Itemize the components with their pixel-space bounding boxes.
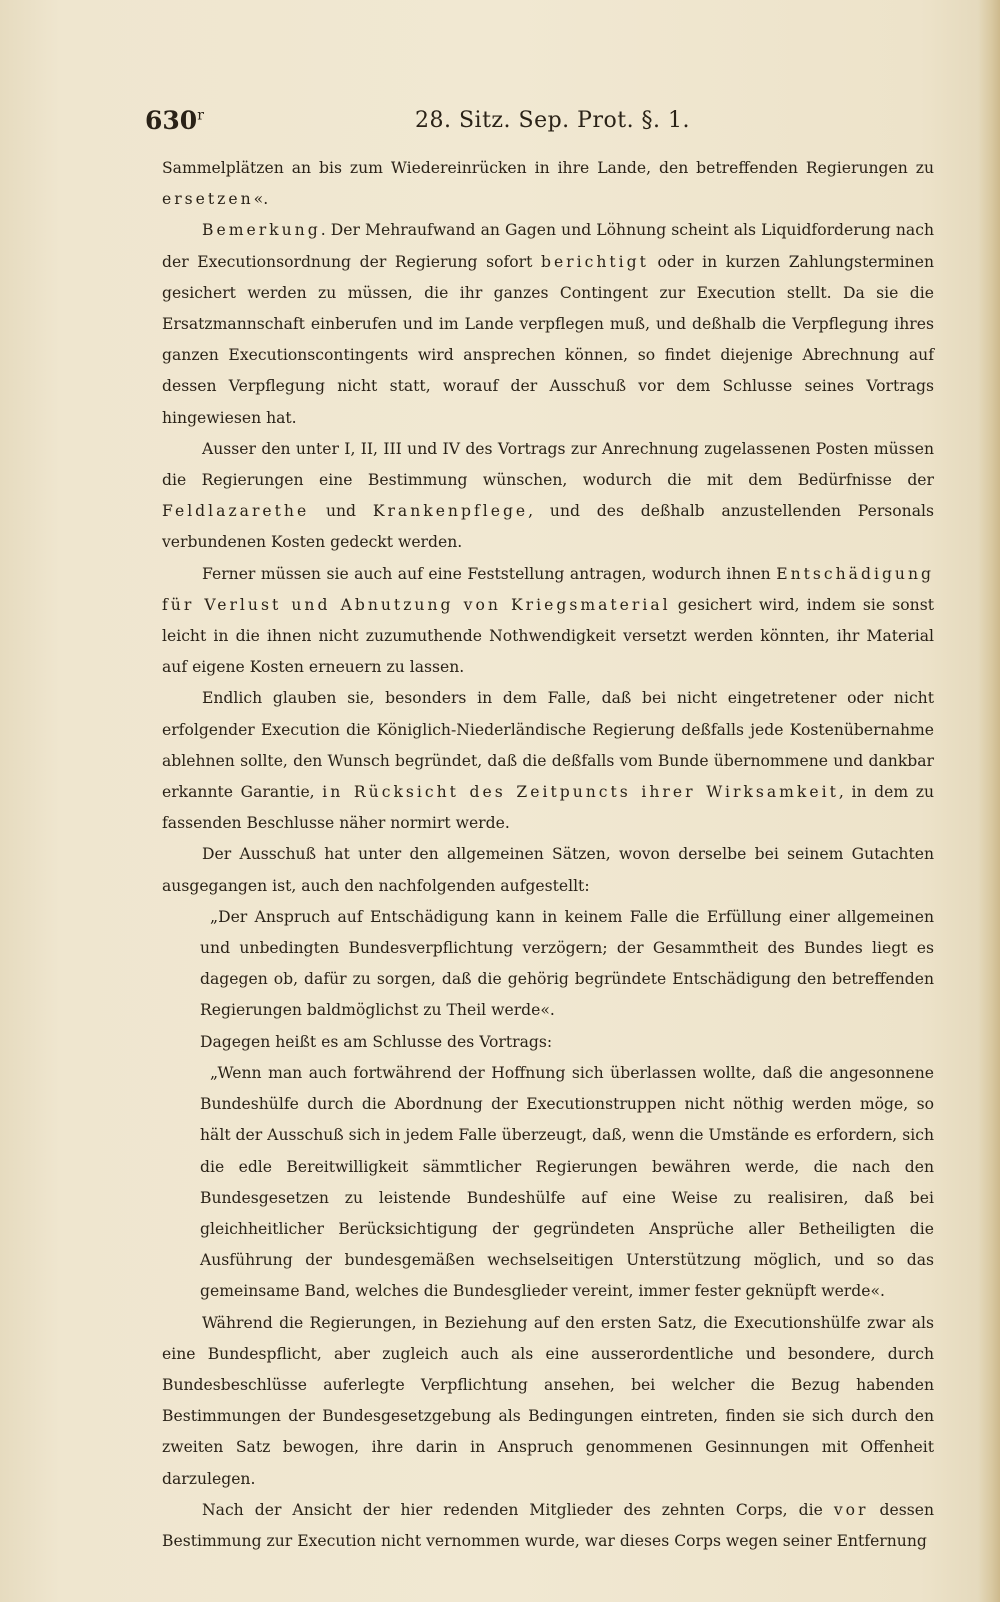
paragraph-text: Sammelplätzen an bis zum Wiedereinrücken in ihre Lande, den betreffenden Regierungen zu bbox=[162, 159, 934, 177]
paragraph-text: Nach der Ansicht der hier redenden Mitglieder des zehnten Corps, die bbox=[202, 1500, 834, 1519]
paragraph-text: Dagegen heißt es am Schlusse des Vortrags: bbox=[200, 1032, 553, 1051]
page-number-mark: r bbox=[197, 107, 204, 124]
paragraph-text: Ferner müssen sie auch auf eine Feststellung antragen, wodurch ihnen bbox=[202, 564, 777, 583]
emphasized-text: vor bbox=[833, 1500, 869, 1519]
paragraph-text: , und des deßhalb anzustellenden Personals verbundenen Kosten gedeckt werden. bbox=[162, 502, 935, 552]
emphasized-text: in Rücksicht des Zeitpuncts ihrer Wirksamkeit bbox=[322, 783, 839, 802]
paragraph-text: . Der Mehraufwand an Gagen und Löhnung scheint als Liquidforderung nach der Executionsordnung der Regierung sofort bbox=[162, 221, 934, 271]
paragraph-text: Der Ausschuß hat unter den allgemeinen Sätzen, wovon derselbe bei seinem Gutachten ausgegangen ist, auch den nachfolgenden aufgestellt: bbox=[162, 845, 934, 895]
paragraph bbox=[162, 683, 934, 839]
paragraph-text: Ausser den unter I, II, III und IV des Vortrags zur Anrechnung zugelassenen Posten müssen die Regierungen eine Bestimmung wünschen, wodurch die mit dem Bedürfnisse der bbox=[162, 439, 934, 490]
running-head: 28. Sitz. Sep. Prot. §. 1. bbox=[415, 108, 691, 133]
body-text bbox=[162, 153, 934, 1557]
paragraph-text: und bbox=[309, 502, 373, 521]
paragraph-text: gesichert wird, indem sie sonst leicht in die ihnen nicht zuzumuthende Nothwendigkeit versetzt werden könnten, ihr Material auf eigene Kosten erneuern zu lassen. bbox=[162, 595, 934, 677]
paragraph bbox=[200, 1027, 934, 1058]
paragraph bbox=[162, 434, 934, 559]
paragraph-text: Endlich glauben sie, besonders in dem Falle, daß bei nicht eingetretener oder nicht erfolgender Execution die Königlich-Niederländische Regierung deßfalls jede Kostenübernahme ablehnen sollte, den Wunsch begründet, daß die deßfalls vom Bunde übernommene und dankbar erkannte Garantie, bbox=[162, 689, 934, 802]
paragraph-text: dessen Bestimmung zur Execution nicht vernommen wurde, war dieses Corps wegen seiner Entfernung bbox=[162, 1500, 934, 1550]
paragraph bbox=[162, 1308, 934, 1495]
paragraph bbox=[162, 1495, 934, 1557]
page-edge-shadow bbox=[978, 0, 1000, 1602]
paragraph bbox=[162, 559, 934, 684]
emphasized-text: Krankenpflege bbox=[372, 502, 529, 521]
emphasized-text: Entschädigung für Verlust und Abnutzung von Kriegsmaterial bbox=[162, 564, 934, 614]
page-header bbox=[145, 106, 935, 146]
page-number: 630$^r$ bbox=[145, 106, 204, 135]
emphasized-text: berichtigt bbox=[540, 252, 649, 271]
paragraph-text: „Der Anspruch auf Entschädigung kann in keinem Falle die Erfüllung einer allgemeinen und unbedingten Bundesverpflichtung verzögern; der Gesammtheit des Bundes liegt es dagegen ob, dafür zu sorgen, daß die gehörig begründete Entschädigung den betreffenden Regierungen baldmöglichst zu Theil werde«. bbox=[200, 907, 934, 1020]
paragraph bbox=[200, 902, 934, 1027]
paragraph bbox=[162, 839, 934, 901]
emphasized-text: ersetzen bbox=[162, 190, 254, 209]
emphasized-text: Bemerkung bbox=[202, 221, 321, 240]
paragraph-text: «. bbox=[253, 190, 269, 209]
paragraph-text: , in dem zu fassenden Beschlusse näher normirt werde. bbox=[162, 783, 934, 833]
paragraph-text: Während die Regierungen, in Beziehung auf den ersten Satz, die Executionshülfe zwar als eine Bundespflicht, aber zugleich auch als eine ausserordentliche und besondere, durch Bundesbeschlüsse auferlegte Verpflichtung ansehen, bei welcher die Bezug habenden Bestimmungen der Bundesgesetzgebung als Bedingungen eintreten, finden sie sich durch den zweiten Satz bewogen, ihre darin in Anspruch genommenen Gesinnungen mit Offenheit darzulegen. bbox=[162, 1313, 934, 1488]
paragraph bbox=[200, 1058, 934, 1308]
paragraph bbox=[162, 153, 934, 215]
emphasized-text: Feldlazarethe bbox=[162, 502, 310, 521]
paragraph-text: „Wenn man auch fortwährend der Hoffnung sich überlassen wollte, daß die angesonnene Bundeshülfe durch die Abordnung der Executionstruppen nicht nöthig werden möge, so hält der Ausschuß sich in jedem Falle überzeugt, daß, wenn die Umstände es erfordern, sich die edle Bereitwilligkeit sämmtlicher Regierungen bewähren werde, die nach den Bundesgesetzen zu leistende Bundeshülfe auf eine Weise zu realisiren, daß bei gleichheitlicher Berücksichtigung der gegründeten Ansprüche aller Betheiligten die Ausführung der bundesgemäßen wechselseitigen Unterstützung möglich, und so das gemeinsame Band, welches die Bundesglieder vereint, immer fester geknüpft werde«. bbox=[200, 1063, 934, 1301]
paragraph bbox=[162, 215, 934, 433]
paragraph-text: oder in kurzen Zahlungsterminen gesichert werden zu müssen, die ihr ganzes Contingent zur Execution stellt. Da sie die Ersatzmannschaft einberufen und im Lande verpflegen muß, und deßhalb die Verpflegung ihres ganzen Executionscontingents wird ansprechen können, so findet diejenige Abrechnung auf dessen Verpflegung nicht statt, worauf der Ausschuß vor dem Schlusse seines Vortrags hingewiesen hat. bbox=[162, 252, 934, 427]
